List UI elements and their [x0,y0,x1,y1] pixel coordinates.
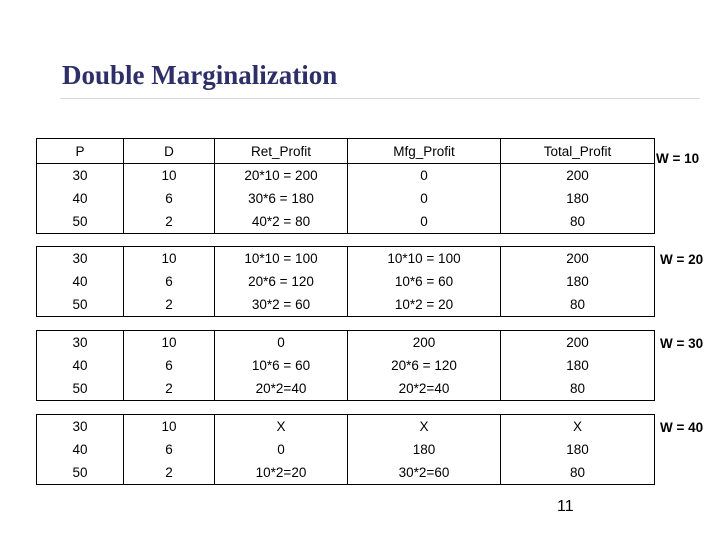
table-cell: 10 [124,331,215,355]
table-cell: 10 [124,164,215,188]
table-cell: 10 [124,247,215,271]
table-cell: 200 [501,247,655,271]
table-cell: X [348,415,501,439]
table-cell: 30 [37,331,124,355]
header-cell: P [37,139,124,164]
table-cell: 30 [37,247,124,271]
profit-table-w40 [36,414,655,485]
table-cell: 6 [124,187,215,210]
profit-table-w30 [36,330,655,401]
table-cell: 2 [124,377,215,401]
table-cell: X [215,415,348,439]
table-cell: 80 [501,293,655,317]
table-cell: 50 [37,293,124,317]
table-cell: 10*2=20 [215,461,348,485]
table-header-row [37,139,655,164]
wholesale-price-label: W = 10 [656,151,700,166]
table-cell: 0 [215,331,348,355]
table-cell: 10*10 = 100 [348,247,501,271]
table-cell: 0 [348,210,501,234]
header-cell: Total_Profit [501,139,655,164]
table-cell: 50 [37,377,124,401]
table-cell: X [501,415,655,439]
table-cell: 2 [124,210,215,234]
table-cell: 40 [37,270,124,293]
table-cell: 40 [37,187,124,210]
wholesale-price-label: W = 40 [660,420,704,435]
table-cell: 200 [501,164,655,188]
header-cell: Ret_Profit [215,139,348,164]
table-cell: 180 [501,270,655,293]
wholesale-price-label: W = 20 [660,252,704,267]
table-row [37,377,655,401]
table-cell: 30*6 = 180 [215,187,348,210]
table-cell: 6 [124,270,215,293]
header-cell: Mfg_Profit [348,139,501,164]
table-row [37,164,655,188]
table-cell: 180 [501,354,655,377]
table-cell: 40 [37,354,124,377]
table-row [37,247,655,271]
table-cell: 10*2 = 20 [348,293,501,317]
table-cell: 6 [124,438,215,461]
table-row [37,461,655,485]
table-row [37,331,655,355]
table-cell: 180 [501,187,655,210]
table-cell: 2 [124,461,215,485]
table-cell: 30 [37,415,124,439]
table-cell: 30*2=60 [348,461,501,485]
table-cell: 180 [501,438,655,461]
header-cell: D [124,139,215,164]
table-cell: 80 [501,461,655,485]
table-cell: 50 [37,210,124,234]
table-cell: 20*2=40 [348,377,501,401]
table-cell: 0 [215,438,348,461]
profit-table-w10 [36,138,655,234]
table-cell: 40*2 = 80 [215,210,348,234]
table-row [37,354,655,377]
page-number: 11 [557,498,574,515]
table-cell: 200 [348,331,501,355]
table-cell: 20*2=40 [215,377,348,401]
table-cell: 6 [124,354,215,377]
table-cell: 10*6 = 60 [348,270,501,293]
table-cell: 2 [124,293,215,317]
table-row [37,187,655,210]
table-row [37,270,655,293]
table-cell: 10*6 = 60 [215,354,348,377]
profit-table-w20 [36,246,655,317]
table-cell: 200 [501,331,655,355]
wholesale-price-label: W = 30 [660,336,704,351]
table-cell: 0 [348,187,501,210]
table-row [37,438,655,461]
table-cell: 50 [37,461,124,485]
table-cell: 180 [348,438,501,461]
table-row [37,415,655,439]
table-cell: 20*6 = 120 [348,354,501,377]
table-cell: 30*2 = 60 [215,293,348,317]
table-cell: 20*6 = 120 [215,270,348,293]
table-cell: 80 [501,377,655,401]
table-cell: 10 [124,415,215,439]
table-row [37,210,655,234]
table-cell: 80 [501,210,655,234]
title-divider [60,98,700,99]
table-cell: 30 [37,164,124,188]
slide-title: Double Marginalization [62,60,338,90]
table-cell: 40 [37,438,124,461]
table-row [37,293,655,317]
table-cell: 20*10 = 200 [215,164,348,188]
table-cell: 0 [348,164,501,188]
table-cell: 10*10 = 100 [215,247,348,271]
